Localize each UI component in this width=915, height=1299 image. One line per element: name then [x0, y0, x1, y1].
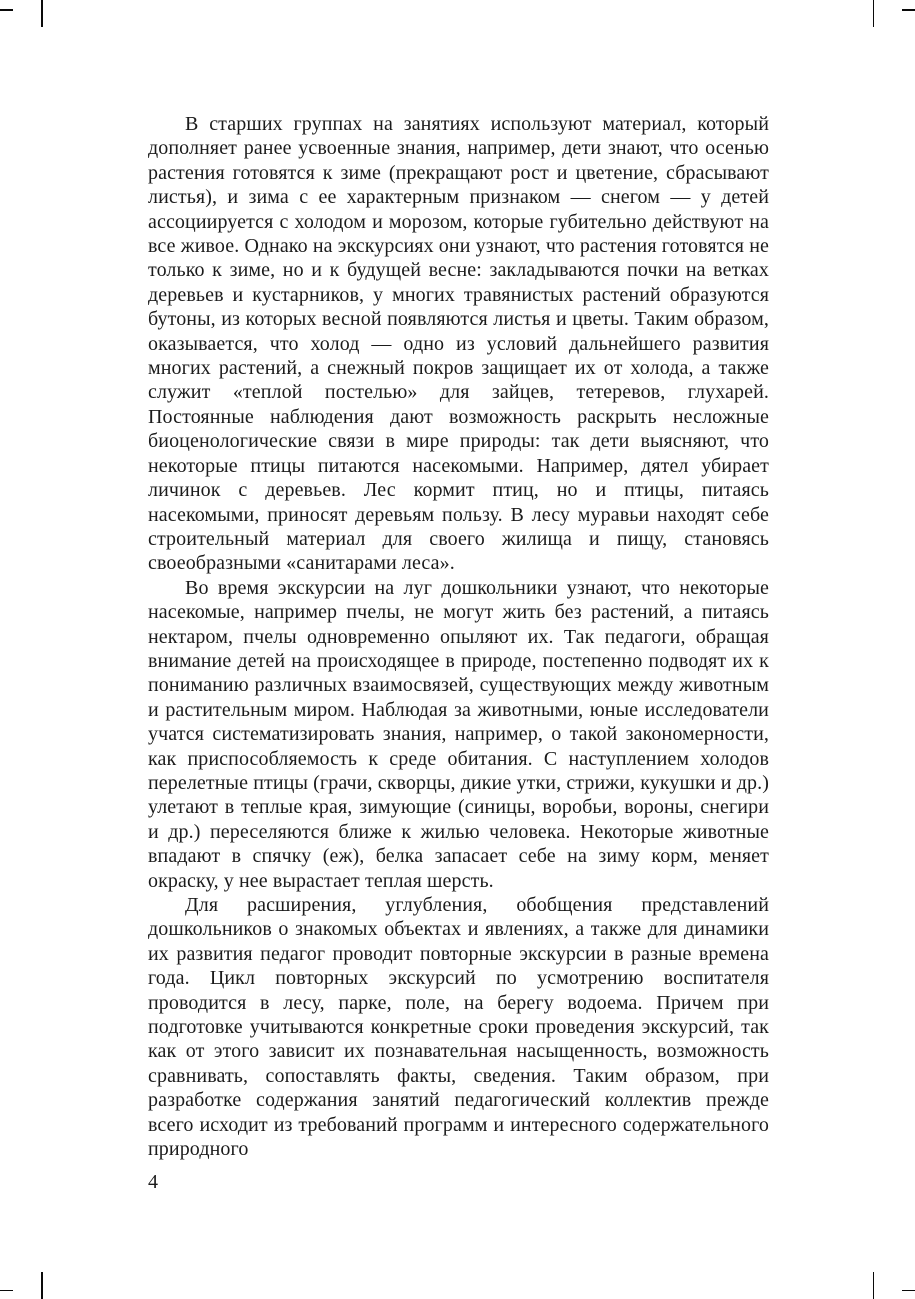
crop-mark-top-left-horizontal: [0, 9, 13, 11]
crop-mark-bottom-right-vertical: [873, 1272, 875, 1299]
paragraph-1: В старших группах на занятиях используют материал, который дополняет ранее усвоенные знания, например, дети знают, что осенью растения готовятся к зиме (прекращают рост и цветение, сбрасывают листья), и зима с ее характерным признаком — снегом — у детей ассоциируется с холодом и морозом, которые губительно действуют на все живое. Однако на экскурсиях они узнают, что растения готовятся не только к зиме, но и к будущей весне: закладываются почки на ветках деревьев и кустарников, у многих травянистых растений образуются бутоны, из которых весной появляются листья и цветы. Таким образом, оказывается, что холод — одно из условий дальнейшего развития многих растений, а снежный покров защищает их от холода, а также служит «теплой постелью» для зайцев, тетеревов, глухарей. Постоянные наблюдения дают возможность раскрыть несложные биоценологические связи в мире природы: так дети выясняют, что некоторые птицы питаются насекомыми. Например, дятел убирает личинок с деревьев. Лес кормит птиц, но и птицы, питаясь насекомыми, приносят деревьям пользу. В лесу муравьи находят себе строительный материал для своего жилища и пищу, становясь своеобразными «санитарами леса».: [148, 113, 769, 575]
crop-mark-top-left-vertical: [41, 0, 43, 27]
crop-mark-top-right-horizontal: [902, 9, 915, 11]
crop-mark-bottom-left-vertical: [41, 1272, 43, 1299]
crop-mark-bottom-right-horizontal: [902, 1290, 915, 1292]
body-text: [148, 112, 769, 1161]
page-number: 4: [148, 1171, 158, 1193]
crop-mark-top-right-vertical: [873, 0, 875, 27]
paragraph-3: Для расширения, углубления, обобщения представлений дошкольников о знакомых объектах и явлениях, а также для динамики их развития педагог проводит повторные экскурсии в разные времена года. Цикл повторных экскурсий по усмотрению воспитателя проводится в лесу, парке, поле, на берегу водоема. Причем при подготовке учитываются конкретные сроки проведения экскурсий, так как от этого зависит их познавательная насыщенность, возможность сравнивать, сопоставлять факты, сведения. Таким образом, при разработке содержания занятий педагогический коллектив прежде всего исходит из требований программ и интересного содержательного природного: [148, 894, 769, 1161]
crop-mark-bottom-left-horizontal: [0, 1290, 13, 1292]
paragraph-2: Во время экскурсии на луг дошкольники узнают, что некоторые насекомые, например пчелы, не могут жить без растений, а питаясь нектаром, пчелы одновременно опыляют их. Так педагоги, обращая внимание детей на происходящее в природе, постепенно подводят их к пониманию различных взаимосвязей, существующих между животным и растительным миром. Наблюдая за животными, юные исследователи учатся систематизировать знания, например, о такой закономерности, как приспособляемость к среде обитания. С наступлением холодов перелетные птицы (грачи, скворцы, дикие утки, стрижи, кукушки и др.) улетают в теплые края, зимующие (синицы, воробьи, вороны, снегири и др.) переселяются ближе к жилью человека. Некоторые животные впадают в спячку (еж), белка запасает себе на зиму корм, меняет окраску, у нее вырастает теплая шерсть.: [148, 576, 769, 892]
